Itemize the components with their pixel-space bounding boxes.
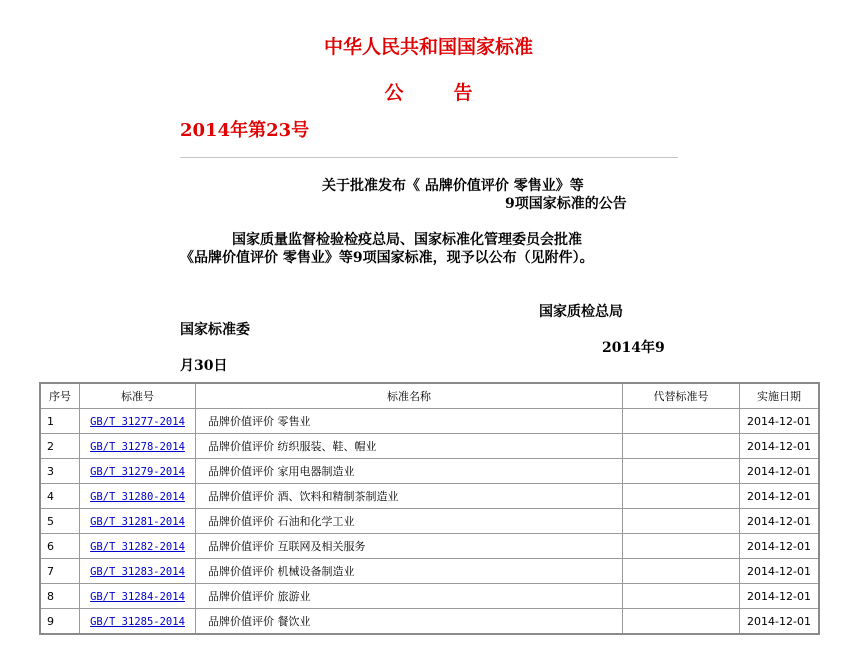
signature-org2: 国家标准委 <box>180 322 250 338</box>
cell-date: 2014-12-01 <box>740 409 820 434</box>
cell-date: 2014-12-01 <box>740 509 820 534</box>
cell-name: 品牌价值评价 纺织服装、鞋、帽业 <box>196 434 623 459</box>
cell-replace <box>623 534 740 559</box>
table-row <box>40 584 819 609</box>
standard-link[interactable]: GB/T 31281-2014 <box>90 515 185 528</box>
divider <box>180 157 678 158</box>
cell-code <box>80 409 196 434</box>
cell-date: 2014-12-01 <box>740 609 820 635</box>
cell-date: 2014-12-01 <box>740 484 820 509</box>
standard-link[interactable]: GB/T 31282-2014 <box>90 540 185 553</box>
cell-date: 2014-12-01 <box>740 459 820 484</box>
cell-replace <box>623 434 740 459</box>
table-row <box>40 484 819 509</box>
table-row <box>40 609 819 635</box>
cell-date: 2014-12-01 <box>740 534 820 559</box>
cell-name: 品牌价值评价 餐饮业 <box>196 609 623 635</box>
cell-seq: 7 <box>40 559 80 584</box>
standard-link[interactable]: GB/T 31279-2014 <box>90 465 185 478</box>
standard-link[interactable]: GB/T 31278-2014 <box>90 440 185 453</box>
cell-seq: 8 <box>40 584 80 609</box>
cell-code <box>80 484 196 509</box>
cell-seq: 1 <box>40 409 80 434</box>
cell-seq: 6 <box>40 534 80 559</box>
page-title: 中华人民共和国国家标准 <box>323 36 533 58</box>
cell-name: 品牌价值评价 互联网及相关服务 <box>196 534 623 559</box>
signature-date-part1: 2014年9 <box>602 340 665 356</box>
standard-link[interactable]: GB/T 31284-2014 <box>90 590 185 603</box>
header-replace: 代替标准号 <box>623 383 740 409</box>
header-date: 实施日期 <box>740 383 820 409</box>
cell-code <box>80 509 196 534</box>
standard-link[interactable]: GB/T 31277-2014 <box>90 415 185 428</box>
standard-link[interactable]: GB/T 31280-2014 <box>90 490 185 503</box>
cell-replace <box>623 584 740 609</box>
table-header-row <box>40 383 819 409</box>
cell-seq: 2 <box>40 434 80 459</box>
cell-replace <box>623 459 740 484</box>
cell-name: 品牌价值评价 石油和化学工业 <box>196 509 623 534</box>
header-name: 标准名称 <box>196 383 623 409</box>
cell-seq: 4 <box>40 484 80 509</box>
cell-code <box>80 584 196 609</box>
cell-code <box>80 609 196 635</box>
standard-link[interactable]: GB/T 31285-2014 <box>90 615 185 628</box>
cell-name: 品牌价值评价 酒、饮料和精制茶制造业 <box>196 484 623 509</box>
cell-name: 品牌价值评价 旅游业 <box>196 584 623 609</box>
cell-name: 品牌价值评价 零售业 <box>196 409 623 434</box>
cell-seq: 9 <box>40 609 80 635</box>
document-number: 2014年第23号 <box>180 120 310 141</box>
cell-code <box>80 434 196 459</box>
notice-heading-line1: 关于批准发布《 品牌价值评价 零售业》等 <box>322 178 584 194</box>
table-row <box>40 509 819 534</box>
cell-replace <box>623 409 740 434</box>
standard-link[interactable]: GB/T 31283-2014 <box>90 565 185 578</box>
notice-body-line1: 国家质量监督检验检疫总局、国家标准化管理委员会批准 <box>232 232 582 248</box>
cell-code <box>80 559 196 584</box>
notice-heading-line2: 9项国家标准的公告 <box>505 196 627 212</box>
header-code: 标准号 <box>80 383 196 409</box>
announcement-label-left: 公 <box>384 82 404 104</box>
table-row <box>40 534 819 559</box>
cell-date: 2014-12-01 <box>740 434 820 459</box>
announcement-label <box>0 78 857 105</box>
table-row <box>40 434 819 459</box>
cell-code <box>80 534 196 559</box>
cell-date: 2014-12-01 <box>740 584 820 609</box>
notice-body-line2: 《品牌价值评价 零售业》等9项国家标准，现予以公布（见附件）。 <box>180 250 594 266</box>
cell-seq: 5 <box>40 509 80 534</box>
table-row <box>40 559 819 584</box>
announcement-label-right: 告 <box>453 82 473 104</box>
header-seq: 序号 <box>40 383 80 409</box>
cell-replace <box>623 609 740 635</box>
cell-code <box>80 459 196 484</box>
cell-replace <box>623 559 740 584</box>
cell-replace <box>623 484 740 509</box>
table-row <box>40 409 819 434</box>
cell-replace <box>623 509 740 534</box>
standards-table <box>39 382 820 635</box>
cell-date: 2014-12-01 <box>740 559 820 584</box>
signature-org1: 国家质检总局 <box>539 304 623 320</box>
table-row <box>40 459 819 484</box>
cell-name: 品牌价值评价 家用电器制造业 <box>196 459 623 484</box>
cell-name: 品牌价值评价 机械设备制造业 <box>196 559 623 584</box>
cell-seq: 3 <box>40 459 80 484</box>
signature-date-part2: 月30日 <box>180 358 228 374</box>
